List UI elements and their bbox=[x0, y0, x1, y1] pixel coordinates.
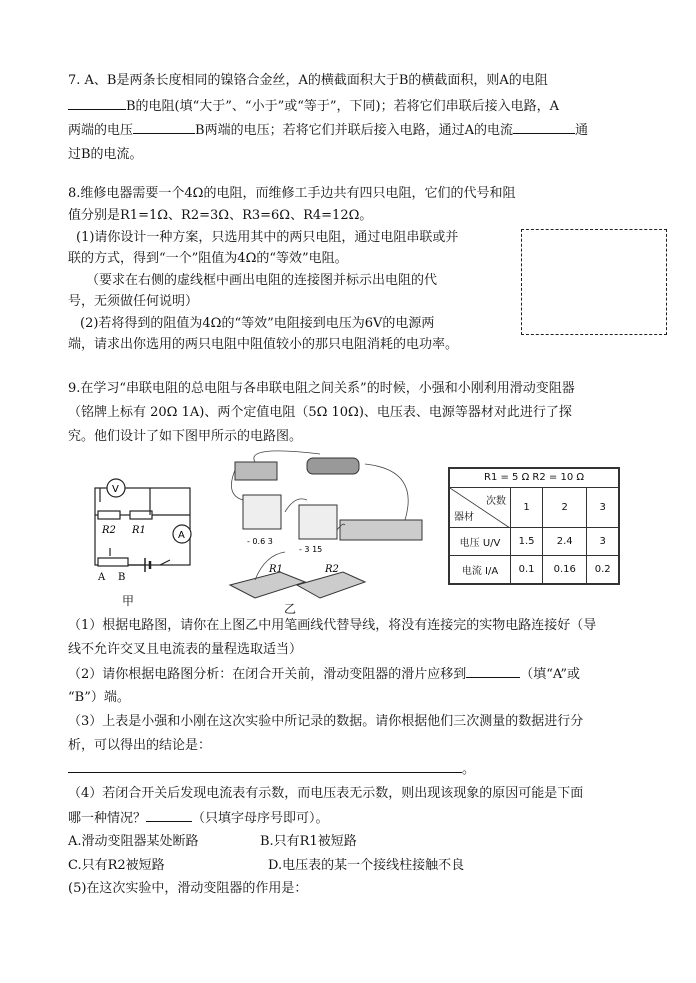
resistor-r2: R2=3Ω bbox=[181, 208, 230, 223]
resistor-r3: R3=6Ω bbox=[242, 208, 291, 223]
option-a[interactable]: A.滑动变阻器某处断路 bbox=[68, 834, 199, 849]
q9-p1a: （1）根据电路图，请你在上图乙中用笔画线代替导线，将没有连接完的实物电路连接好（导 bbox=[68, 618, 597, 633]
q7-line2-text: B的电阻(填“大于”、“小于”或“等于”，下同)；若将它们串联后接入电路，A bbox=[126, 99, 559, 114]
q7-line3-b: B两端的电压；若将它们并联后接入电路，通过A的电流 bbox=[195, 123, 513, 138]
q8-line3: (1)请你设计一种方案，只选用其中的两只电阻，通过电阻串联或并 bbox=[76, 230, 459, 245]
table-corner bbox=[450, 487, 511, 527]
q7-line3-c: 通 bbox=[574, 123, 588, 138]
q9-p4a: （4）若闭合开关后发现电流表有示数，而电压表无示数，则出现该现象的原因可能是下面 bbox=[68, 786, 584, 801]
resistor-r1: R1=1Ω bbox=[120, 208, 169, 223]
q7-blank-2[interactable] bbox=[133, 121, 195, 134]
resistor-r4: R4=12Ω bbox=[303, 208, 360, 223]
q9-p2a bbox=[68, 665, 580, 684]
point-a-label: A bbox=[98, 572, 106, 583]
table-corner-top: 次数 bbox=[486, 495, 506, 507]
table-corner-bottom: 器材 bbox=[454, 511, 474, 523]
q7-blank-1[interactable] bbox=[68, 97, 126, 110]
answer-dashed-box[interactable] bbox=[521, 229, 667, 335]
fig-yi-label: 乙 bbox=[284, 602, 297, 616]
q8-line2-prefix: 值分别是 bbox=[68, 208, 121, 223]
q9-p2a-text: （2）请你根据电路图分析：在闭合开关前，滑动变阻器的滑片应移到 bbox=[68, 667, 467, 682]
r2-label: R2 bbox=[102, 525, 116, 536]
col-3: 3 bbox=[587, 487, 618, 527]
q9-line1: 9.在学习“串联电阻的总电阻与各串联电阻之间关系”的时候，小强和小刚利用滑动变阻器 bbox=[68, 381, 575, 396]
q7-blank-3[interactable] bbox=[513, 121, 575, 134]
q8-line5: （要求在右侧的虚线框中画出电阻的连接图并标示出电阻的代 bbox=[86, 273, 438, 288]
q9-p5: (5)在这次实验中，滑动变阻器的作用是： bbox=[68, 881, 308, 896]
q9-p2a-end: （填“A”或 bbox=[520, 667, 581, 682]
fig-jia-label: 甲 bbox=[122, 594, 135, 608]
option-b[interactable]: B.只有R1被短路 bbox=[260, 834, 357, 849]
voltage-1: 1.5 bbox=[511, 527, 543, 555]
q9-p3a: （3）上表是小强和小刚在这次实验中所记录的数据。请你根据他们三次测量的数据进行分 bbox=[68, 714, 584, 729]
q9-line3: 究。他们设计了如下图甲所示的电路图。 bbox=[68, 429, 303, 444]
q8-line4: 联的方式，得到“一个”阻值为4Ω的“等效”电阻。 bbox=[68, 251, 348, 266]
q9-p4b-end: （只填字母序号即可）。 bbox=[192, 811, 329, 826]
q8-line2: 值分别是R1=1Ω、R2=3Ω、R3=6Ω、R4=12Ω。 bbox=[68, 208, 373, 223]
apparatus-svg bbox=[225, 440, 435, 610]
yi-r1-label: R1 bbox=[269, 564, 283, 575]
q7-line1: 7. A、B是两条长度相同的镍铬合金丝，A的横截面积大于B的横截面积，则A的电阻 bbox=[68, 73, 548, 88]
col-1: 1 bbox=[511, 487, 543, 527]
q9-blank-slider[interactable] bbox=[466, 665, 520, 678]
q9-p3b: 析，可以得出的结论是： bbox=[68, 738, 212, 753]
current-1: 0.1 bbox=[511, 555, 543, 583]
col-2: 2 bbox=[543, 487, 587, 527]
q7-line4: 过B的电流。 bbox=[68, 147, 143, 162]
q8-line1: 8.维修电器需要一个4Ω的电阻，而维修工手边共有四只电阻，它们的代号和阻 bbox=[68, 186, 516, 201]
table-header: R1 = 5 Ω R2 = 10 Ω bbox=[450, 469, 618, 487]
voltmeter-label: V bbox=[112, 484, 119, 495]
q9-p2b: “B”）端。 bbox=[68, 690, 130, 705]
row-voltage-label: 电压 U/V bbox=[450, 527, 511, 555]
row-current-label: 电流 I/A bbox=[450, 555, 511, 583]
current-2: 0.16 bbox=[543, 555, 587, 583]
q7-line2 bbox=[68, 97, 559, 116]
q7-line3 bbox=[68, 121, 588, 140]
r1-label: R1 bbox=[132, 525, 146, 536]
point-b-label: B bbox=[118, 572, 126, 583]
q9-line2: （铭牌上标有 20Ω 1A)、两个定值电阻（5Ω 10Ω)、电压表、电源等器材对此进行了探 bbox=[68, 405, 572, 420]
current-3: 0.2 bbox=[587, 555, 618, 583]
data-table-wrap bbox=[448, 467, 620, 585]
voltage-2: 2.4 bbox=[543, 527, 587, 555]
ammeter-scale: - 0.6 3 bbox=[247, 537, 273, 546]
option-d[interactable]: D.电压表的某一个接线柱接触不良 bbox=[268, 858, 465, 873]
data-table bbox=[450, 469, 618, 583]
yi-r2-label: R2 bbox=[325, 564, 339, 575]
voltage-3: 3 bbox=[587, 527, 618, 555]
q9-p4b bbox=[68, 809, 329, 828]
q9-p4b-text: 哪一种情况？ bbox=[68, 811, 147, 826]
apparatus-yi bbox=[225, 440, 435, 610]
option-c[interactable]: C.只有R2被短路 bbox=[68, 858, 165, 873]
q7-line3-a: 两端的电压 bbox=[68, 123, 134, 138]
q9-blank-conclusion[interactable] bbox=[68, 760, 462, 773]
circuit-diagram-svg bbox=[70, 468, 210, 608]
q9-p3c bbox=[68, 760, 475, 779]
voltmeter-scale: - 3 15 bbox=[299, 545, 323, 554]
circuit-diagram-jia bbox=[70, 468, 210, 608]
q8-line7: (2)若将得到的阻值为4Ω的“等效”电阻接到电压为6V的电源两 bbox=[80, 316, 435, 331]
q8-line8: 端，请求出你选用的两只电阻中阻值较小的那只电阻消耗的电功率。 bbox=[68, 337, 459, 352]
ammeter-label: A bbox=[178, 530, 185, 541]
q9-p3c-end: 。 bbox=[462, 762, 476, 777]
q8-line6: 号，无须做任何说明） bbox=[68, 294, 199, 309]
q9-p1b: 线不允许交叉且电流表的量程选取适当） bbox=[68, 642, 303, 657]
q9-blank-fault[interactable] bbox=[146, 809, 192, 822]
